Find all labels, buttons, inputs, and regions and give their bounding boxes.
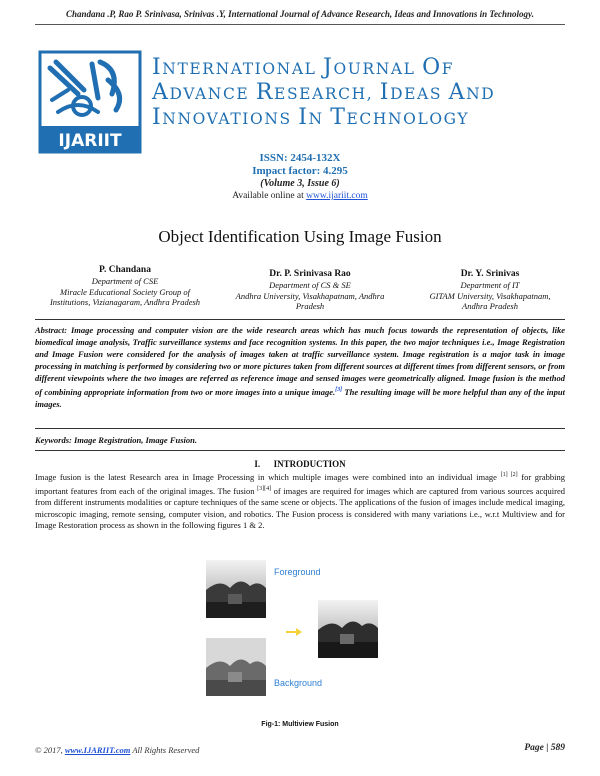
author-inst: GITAM University, Visakhapatnam, — [429, 290, 551, 301]
citation: [1] [2] — [500, 472, 518, 478]
ijariit-logo — [38, 50, 142, 154]
available-online: Available online at www.ijariit.com — [232, 191, 368, 201]
journal-title: INTERNATIONAL JOURNAL OF ADVANCE RESEARCH, IDEAS AND INNOVATIONS IN TECHNOLOGY — [152, 55, 496, 130]
keywords: Keywords: Image Registration, Image Fusion. — [35, 435, 197, 445]
keywords-rule — [35, 450, 565, 451]
foreground-image — [206, 560, 266, 618]
author-name: Dr. Y. Srinivas — [460, 269, 520, 279]
background-image — [206, 638, 266, 696]
arrow-right-icon — [286, 628, 302, 636]
impact-factor: Impact factor: 4.295 — [252, 165, 348, 177]
background-label: Background — [274, 678, 323, 688]
header-rule — [35, 24, 565, 25]
volume-issue: (Volume 3, Issue 6) — [260, 178, 340, 189]
introduction-paragraph: Image fusion is the latest Research area in Image Processing in which multiple images were combined into an individual image [1] [2] for grabbing important features from each of the original images. The fusion [3][4] of images are required for images which are captured from various sources acquired from different instruments modalities or capture techniques of the same scene or objects. The applications of the fusion of images include medical imaging, microscopic imaging, remote sensing, computer vision, and robotics. The Fusion process is considered with many variations i.e., w.r.t Multiview and for Image Restoration process as shown in the following figures 1 & 2. — [35, 471, 565, 531]
running-head: Chandana .P, Rao P. Srinivasa, Srinivas .Y, International Journal of Advance Research, Ideas and Innovations in Technology. — [66, 9, 534, 19]
author-2 — [220, 268, 400, 312]
author-name: Dr. P. Srinivasa Rao — [269, 269, 351, 279]
footer-website-link[interactable]: www.IJARIIT.com — [64, 745, 131, 755]
author-dept: Department of CS & SE — [269, 280, 351, 290]
fused-image — [318, 600, 378, 658]
section-heading: I. INTRODUCTION — [254, 459, 346, 469]
abstract-bottom-rule — [35, 428, 565, 429]
abstract: Abstract: Image processing and computer vision are the wide research areas which has much focus towards the representation of objects, like biomedical image analysis, Traffic surveillance systems and face recognition systems. In this paper, the two major techniques i.e., Image Registration and Image Fusion were considered for the analysis of images taken at traffic surveillance system. Image registration is a major task in image processing in matching is performed by considering two or more pictures taken from different sources at different times from different sensors, or from different viewpoints where the two images are referred as reference image and sensed images were geometrically aligned. Image fusion is the method of combining appropriate information from two or more images into a unique image.[3] The resulting image will be more helpful than any of the input images. — [35, 325, 565, 409]
author-1 — [40, 264, 210, 308]
author-dept: Department of IT — [460, 280, 520, 290]
multiview-fusion-figure — [200, 560, 400, 700]
citation-link[interactable]: [3] — [335, 387, 343, 393]
logo-text: IJARIIT — [58, 131, 122, 151]
paper-title: Object Identification Using Image Fusion — [158, 227, 442, 246]
foreground-label: Foreground — [274, 567, 321, 577]
citation: [3][4] — [257, 485, 272, 492]
abstract-top-rule — [35, 319, 565, 320]
figure-caption: Fig-1: Multiview Fusion — [261, 721, 339, 728]
author-inst: Miracle Educational Society Group of — [60, 286, 190, 297]
author-name: P. Chandana — [99, 265, 151, 275]
page-number: Page | 589 — [524, 743, 565, 753]
issn: ISSN: 2454-132X — [259, 152, 341, 164]
author-inst: Andhra Pradesh — [462, 301, 518, 311]
copyright: © 2017, www.IJARIIT.com All Rights Reserved — [35, 745, 200, 755]
author-inst: Institutions, Vizianagaram, Andhra Pradesh — [49, 297, 201, 307]
author-inst: Andhra University, Visakhapatnam, Andhra — [235, 290, 385, 301]
author-dept: Department of CSE — [91, 276, 159, 286]
author-3 — [410, 268, 570, 312]
journal-website-link[interactable]: www.ijariit.com — [306, 191, 368, 201]
author-inst: Pradesh — [295, 301, 325, 311]
